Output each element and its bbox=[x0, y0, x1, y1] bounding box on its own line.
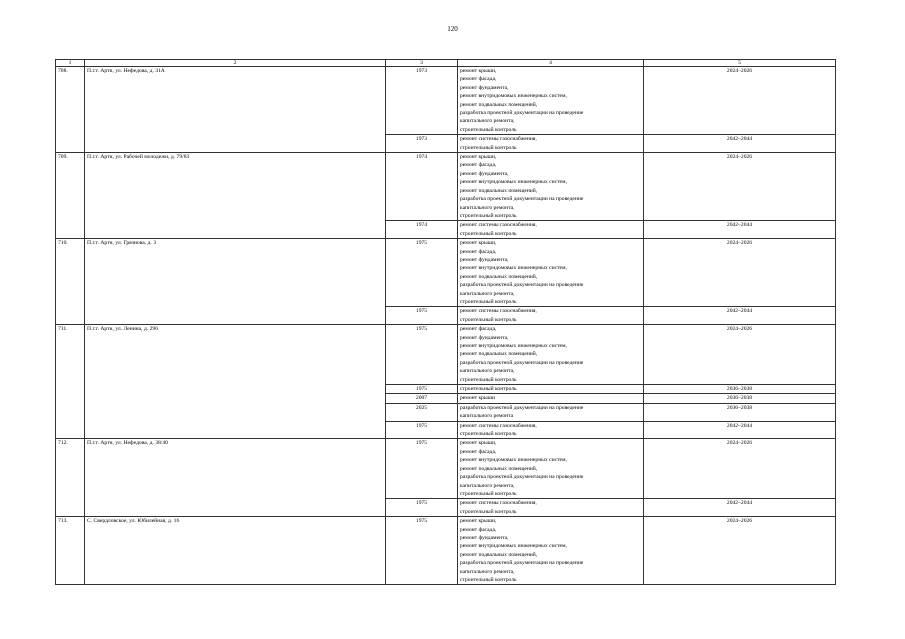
work-item: ремонт крыши, bbox=[460, 440, 497, 447]
table-row bbox=[56, 517, 836, 585]
table-row bbox=[56, 439, 836, 499]
work-item: строительный контроль bbox=[460, 376, 517, 383]
column-number: 3 bbox=[386, 60, 458, 67]
work-item: ремонт внутридомовых инженерных систем, bbox=[460, 265, 567, 272]
work-item: строительный контроль bbox=[460, 386, 517, 393]
works-cell bbox=[458, 239, 644, 307]
work-item: строительный контроль bbox=[460, 490, 517, 497]
work-item: ремонт крыши, bbox=[460, 68, 497, 74]
work-item: строительный контроль bbox=[460, 144, 517, 151]
address-cell: П.г.т. Арти, ул. Ленина, д. 296 bbox=[85, 325, 386, 439]
works-cell bbox=[458, 307, 644, 325]
works-cell bbox=[458, 385, 644, 394]
row-number: 711. bbox=[56, 325, 85, 439]
works-cell bbox=[458, 421, 644, 439]
works-cell bbox=[458, 325, 644, 385]
period-cell: 2042–2044 bbox=[644, 135, 836, 153]
work-item: разработка проектной документации на проведение bbox=[460, 110, 584, 117]
work-item: ремонт внутридомовых инженерных систем, bbox=[460, 343, 567, 349]
work-item: ремонт системы газоснабжения, bbox=[460, 308, 537, 315]
work-item: разработка проектной документации на проведение bbox=[460, 404, 584, 411]
row-number: 708. bbox=[56, 67, 85, 153]
work-item: ремонт внутридомовых инженерных систем, bbox=[460, 179, 567, 186]
year-cell: 1975 bbox=[386, 499, 458, 517]
work-item: строительный контроль bbox=[460, 431, 517, 438]
works-cell bbox=[458, 394, 644, 403]
address-cell: П.г.т. Арти, ул. Рабочей молодежи, д. 79/83 bbox=[85, 153, 386, 239]
work-item: капитального ремонта, bbox=[460, 482, 515, 489]
work-item: строительный контроль bbox=[460, 126, 517, 133]
year-cell: 1974 bbox=[386, 153, 458, 221]
year-cell: 1975 bbox=[386, 325, 458, 385]
work-item: строительный контроль bbox=[460, 508, 517, 515]
work-item: ремонт фундамента, bbox=[460, 170, 509, 177]
year-cell: 1973 bbox=[386, 135, 458, 153]
work-item: ремонт фундамента, bbox=[460, 334, 509, 341]
work-item: ремонт системы газоснабжения, bbox=[460, 136, 537, 143]
work-item: капитального ремонта, bbox=[460, 290, 515, 297]
work-item: разработка проектной документации на проведение bbox=[460, 196, 584, 203]
year-cell: 1973 bbox=[386, 67, 458, 135]
work-item: ремонт системы газоснабжения, bbox=[460, 222, 537, 229]
work-item: капитального ремонта, bbox=[460, 118, 515, 125]
work-item: ремонт фасада, bbox=[460, 162, 497, 169]
work-item: строительный контроль bbox=[460, 576, 517, 583]
work-item: ремонт фундамента, bbox=[460, 256, 509, 263]
work-item: ремонт крыши, bbox=[460, 154, 497, 161]
column-number: 1 bbox=[56, 60, 85, 67]
table-row bbox=[56, 239, 836, 307]
work-item: разработка проектной документации на проведение bbox=[460, 474, 584, 481]
column-number: 5 bbox=[644, 60, 836, 67]
address-cell: П.г.т. Арти, ул. Нефедова, д. 31А bbox=[85, 67, 386, 153]
year-cell: 1975 bbox=[386, 517, 458, 585]
work-item: ремонт подвальных помещений, bbox=[460, 273, 538, 280]
work-item: ремонт крыши, bbox=[460, 518, 497, 525]
address-cell: П.г.т. Арти, ул. Нефедова, д. 38/40 bbox=[85, 439, 386, 517]
work-item: капитального ремонта, bbox=[460, 568, 515, 575]
period-cell: 2024–2026 bbox=[644, 325, 836, 385]
period-cell: 2036–2038 bbox=[644, 403, 836, 421]
work-item: строительный контроль bbox=[460, 316, 517, 323]
works-cell bbox=[458, 403, 644, 421]
work-item: ремонт фасада, bbox=[460, 326, 497, 333]
table-body bbox=[56, 67, 836, 585]
year-cell: 1975 bbox=[386, 239, 458, 307]
period-cell: 2042–2044 bbox=[644, 499, 836, 517]
work-item: ремонт фасада, bbox=[460, 248, 497, 255]
column-numbers-row bbox=[56, 60, 836, 67]
year-cell: 2025 bbox=[386, 403, 458, 421]
year-cell: 1974 bbox=[386, 221, 458, 239]
page-number: 120 bbox=[447, 25, 458, 33]
table-row bbox=[56, 153, 836, 221]
works-cell bbox=[458, 499, 644, 517]
period-cell: 2042–2044 bbox=[644, 307, 836, 325]
work-item: ремонт системы газоснабжения, bbox=[460, 500, 537, 507]
table-row bbox=[56, 67, 836, 135]
period-cell: 2036–2038 bbox=[644, 385, 836, 394]
period-cell: 2036–2038 bbox=[644, 394, 836, 403]
row-number: 709. bbox=[56, 153, 85, 239]
address-cell: П.г.т. Арти, ул. Грязнова, д. 3 bbox=[85, 239, 386, 325]
row-number: 712. bbox=[56, 439, 85, 517]
work-item: ремонт подвальных помещений, bbox=[460, 351, 538, 358]
work-item: строительный контроль bbox=[460, 298, 517, 305]
column-number: 4 bbox=[458, 60, 644, 67]
works-cell bbox=[458, 135, 644, 153]
period-cell: 2024–2026 bbox=[644, 239, 836, 307]
work-item: строительный контроль bbox=[460, 212, 517, 219]
year-cell: 1975 bbox=[386, 307, 458, 325]
work-item: ремонт фасада, bbox=[460, 526, 497, 533]
period-cell: 2024–2026 bbox=[644, 67, 836, 135]
work-item: разработка проектной документации на проведение bbox=[460, 560, 584, 567]
work-item: ремонт подвальных помещений, bbox=[460, 465, 538, 472]
work-item: ремонт внутридомовых инженерных систем, bbox=[460, 543, 567, 550]
work-item: капитального ремонта, bbox=[460, 204, 515, 211]
year-cell: 1975 bbox=[386, 439, 458, 499]
period-cell: 2024–2026 bbox=[644, 517, 836, 585]
work-item: строительный контроль bbox=[460, 230, 517, 237]
work-item: ремонт фундамента, bbox=[460, 84, 509, 91]
period-cell: 2024–2026 bbox=[644, 153, 836, 221]
work-item: ремонт крыши bbox=[460, 395, 496, 402]
year-cell: 2007 bbox=[386, 394, 458, 403]
work-item: ремонт подвальных помещений, bbox=[460, 101, 538, 108]
period-cell: 2042–2044 bbox=[644, 221, 836, 239]
work-item: разработка проектной документации на проведение bbox=[460, 282, 584, 289]
work-item: ремонт подвальных помещений, bbox=[460, 187, 538, 194]
row-number: 710. bbox=[56, 239, 85, 325]
repair-schedule-table bbox=[55, 59, 836, 585]
work-item: разработка проектной документации на проведение bbox=[460, 359, 584, 366]
table-row bbox=[56, 325, 836, 385]
work-item: ремонт фасада, bbox=[460, 448, 497, 455]
work-item: капитального ремонта bbox=[460, 413, 514, 420]
row-number: 713. bbox=[56, 517, 85, 585]
year-cell: 1975 bbox=[386, 385, 458, 394]
work-item: ремонт фундамента, bbox=[460, 534, 509, 541]
column-number: 2 bbox=[85, 60, 386, 67]
works-cell bbox=[458, 153, 644, 221]
works-cell bbox=[458, 221, 644, 239]
period-cell: 2042–2044 bbox=[644, 421, 836, 439]
works-cell bbox=[458, 67, 644, 135]
work-item: ремонт внутридомовых инженерных систем, bbox=[460, 93, 567, 100]
work-item: ремонт крыши, bbox=[460, 240, 497, 247]
work-item: ремонт подвальных помещений, bbox=[460, 551, 538, 558]
works-cell bbox=[458, 517, 644, 585]
address-cell: С. Свердловское, ул. Юбилейная, д. 16 bbox=[85, 517, 386, 585]
work-item: ремонт фасада, bbox=[460, 76, 497, 83]
work-item: ремонт системы газоснабжения, bbox=[460, 422, 537, 429]
period-cell: 2024–2026 bbox=[644, 439, 836, 499]
work-item: ремонт внутридомовых инженерных систем, bbox=[460, 457, 567, 464]
year-cell: 1975 bbox=[386, 421, 458, 439]
works-cell bbox=[458, 439, 644, 499]
work-item: капитального ремонта, bbox=[460, 368, 515, 375]
